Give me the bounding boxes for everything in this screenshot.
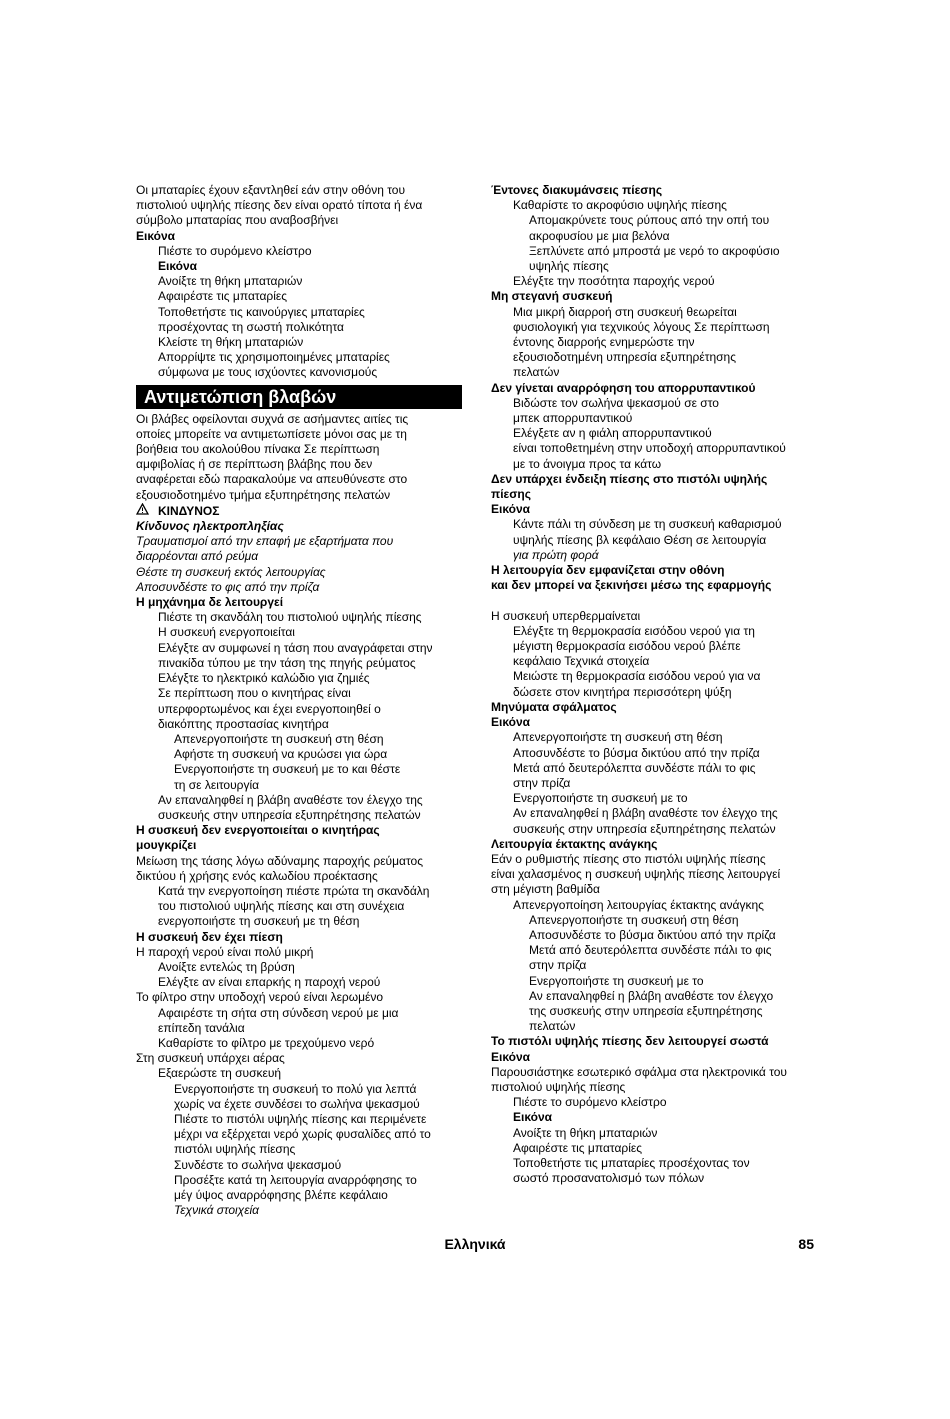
blank-line: [491, 593, 817, 608]
danger-text: ΚΙΝΔΥΝΟΣ: [158, 503, 220, 518]
page-number: 85: [798, 1236, 814, 1252]
danger-label: [136, 503, 462, 519]
subheading-line: Δεν γίνεται αναρρόφηση του απορρυπαντικού: [491, 380, 756, 395]
text-line: εξουσιοδοτημένη υπηρεσία εξυπηρέτησης: [513, 350, 736, 365]
subheading-line: Εικόνα: [158, 259, 198, 274]
text-line: πινακίδα τύπου με την τάση της πηγής ρεύματος: [158, 655, 416, 670]
text-line: Ενεργοποιήστε τη συσκευή με το και θέστε: [174, 762, 401, 777]
text-line: Αφαιρέστε τη σήτα στη σύνδεση νερού με μια: [158, 1005, 399, 1020]
text-line: Τραυματισμοί από την επαφή με εξαρτήματα που: [136, 534, 394, 549]
left-column: [136, 183, 462, 1218]
subheading-line: Εικόνα: [513, 1110, 553, 1125]
text-line: ενεργοποιήστε τη συσκευή με τη θέση: [158, 914, 360, 929]
text-line: φυσιολογική για τεχνικούς λόγους Σε περίπτωση: [513, 319, 770, 334]
text-line: Ενεργοποιήστε τη συσκευή το πολύ για λεπτά: [174, 1081, 417, 1096]
text-line: Απενεργοποιήστε τη συσκευή στη θέση: [529, 912, 739, 927]
text-line: Εξαερώστε τη συσκευή: [158, 1066, 282, 1081]
text-line: μέγ ύψος αναρρόφησης βλέπε κεφάλαιο: [174, 1188, 388, 1202]
right-column: [491, 183, 817, 1186]
text-line: πιστόλι υψηλής πίεσης: [174, 1142, 296, 1157]
text-line: Ελέγξτε αν συμφωνεί η τάση που αναγράφεται στην: [158, 640, 433, 655]
text-line: Πιέστε το συρόμενο κλείστρο: [513, 1095, 667, 1110]
text-line: Τοποθετήστε τις μπαταρίες προσέχοντας τον: [513, 1155, 750, 1170]
text-line: στην πρίζα: [529, 958, 587, 973]
text-line: πελατών: [529, 1019, 576, 1034]
text-line: Αφαιρέστε τις μπαταρίες: [158, 289, 288, 304]
text-line: με το άνοιγμα προς τα κάτω: [513, 456, 662, 471]
text-line: εξουσιοδοτημένο τμήμα εξυπηρέτησης πελατών: [136, 487, 391, 502]
text-line: Απενεργοποιήστε τη συσκευή στη θέση: [513, 730, 723, 745]
text-line: Η παροχή νερού είναι πολύ μικρή: [136, 944, 314, 959]
text-line: Μετά από δευτερόλεπτα συνδέστε πάλι το φις: [513, 760, 756, 775]
subheading-line: Λειτουργία έκτακτης ανάγκης: [491, 836, 658, 851]
text-line: συσκευής στην υπηρεσία εξυπηρέτησης πελατών: [158, 807, 421, 822]
text-line: Τοποθετήστε τις καινούργιες μπαταρίες: [158, 304, 365, 319]
text-line: Ξεπλύνετε από μπροστά με νερό το ακροφύσιο: [529, 243, 780, 258]
text-line: Μετά από δευτερόλεπτα συνδέστε πάλι το φις: [529, 943, 772, 958]
text-line: Μείωση της τάσης λόγω αδύναμης παροχής ρεύματος: [136, 853, 423, 868]
text-line: Η συσκευή ενεργοποιείται: [158, 625, 295, 640]
subheading-line: Η συσκευή δεν έχει πίεση: [136, 929, 283, 944]
text-line: οποίες μπορείτε να αντιμετωπίσετε μόνοι σας με τη: [136, 426, 407, 441]
text-line: βοήθεια του ακολούθου πίνακα Σε περίπτωση: [136, 442, 380, 457]
text-line: Παρουσιάστηκε εσωτερικό σφάλμα στα ηλεκτρονικά του: [491, 1064, 787, 1079]
subheading-line: Εικόνα: [491, 1049, 531, 1064]
text-line: πιστολιού υψηλής πίεσης δεν είναι ορατό τίποτα ή ένα: [136, 198, 423, 213]
text-line: Απομακρύνετε τους ρύπους από την οπή του: [529, 213, 770, 228]
text-line: Κατά την ενεργοποίηση πιέστε πρώτα τη σκανδάλη: [158, 883, 430, 898]
text-line: Πιέστε το πιστόλι υψηλής πίεσης και περιμένετε: [174, 1111, 427, 1126]
text-line: Οι μπαταρίες έχουν εξαντληθεί εάν στην οθόνη του: [136, 183, 406, 197]
subheading-line: Εικόνα: [136, 228, 176, 243]
subheading-line: Εικόνα: [491, 502, 531, 517]
text-line: Ελέγξτε το ηλεκτρικό καλώδιο για ζημιές: [158, 671, 370, 686]
text-line: Σε περίπτωση που ο κινητήρας είναι: [158, 686, 351, 701]
text-line: Ανοίξτε τη θήκη μπαταριών: [513, 1125, 658, 1140]
subheading-line: Εικόνα: [491, 715, 531, 730]
text-line: δικτύου ή χρήσης ενός καλωδίου προέκτασης: [136, 868, 378, 883]
text-line: τη σε λειτουργία: [174, 777, 260, 792]
warning-triangle-icon: [136, 503, 158, 519]
text-line: Καθαρίστε το ακροφύσιο υψηλής πίεσης: [513, 198, 727, 213]
text-line: Κάντε πάλι τη σύνδεση με τη συσκευή καθαρισμού: [513, 517, 782, 532]
text-line: είναι τοποθετημένη στην υποδοχή απορρυπαντικού: [513, 441, 786, 456]
text-line: Απορρίψτε τις χρησιμοποιημένες μπαταρίες: [158, 350, 390, 365]
footer-language: Ελληνικά: [444, 1236, 506, 1252]
subheading-line: Η συσκευή δεν ενεργοποιείται ο κινητήρας: [136, 823, 380, 838]
text-line: Αποσυνδέστε το βύσμα δικτύου από την πρίζα: [529, 927, 776, 942]
text-line: Απενεργοποίηση λειτουργίας έκτακτης ανάγκης: [513, 897, 764, 912]
text-line: Αφαιρέστε τις μπαταρίες: [513, 1140, 643, 1155]
text-line: έντονης διαρροής ενημερώστε την: [513, 335, 695, 350]
subheading-line: Μη στεγανή συσκευή: [491, 289, 613, 304]
text-line: χωρίς να έχετε συνδέσει το σωλήνα ψεκασμού: [174, 1096, 420, 1111]
text-line: Στη συσκευή υπάρχει αέρας: [136, 1051, 285, 1066]
subheading-line: Η μηχάνημα δε λειτουργεί: [136, 595, 284, 610]
text-line: υπερφορτωμένος και έχει ενεργοποιηθεί ο: [158, 701, 381, 716]
text-line: Προσέξτε κατά τη λειτουργία αναρρόφησης το: [174, 1172, 417, 1187]
text-line: Θέστε τη συσκευή εκτός λειτουργίας: [136, 564, 326, 579]
text-line: Ελέγξτε την ποσότητα παροχής νερού: [513, 274, 715, 289]
text-line: μέχρι να εξέρχεται νερό χωρίς φυσαλίδες από το: [174, 1127, 431, 1142]
text-line: Ελέγξτε τη θερμοκρασία εισόδου νερού για τη: [513, 623, 755, 638]
text-line: προσέχοντας τη σωστή πολικότητα: [158, 319, 344, 334]
text-line: Ενεργοποιήστε τη συσκευή με το: [513, 791, 688, 806]
text-line: μπεκ απορρυπαντικού: [513, 411, 633, 426]
text-line: αμφιβολίας ή σε περίπτωση βλάβης που δεν: [136, 457, 373, 472]
subheading-line: και δεν μπορεί να ξεκινήσει μέσω της εφαρμογής: [491, 578, 772, 593]
text-line: Συνδέστε το σωλήνα ψεκασμού: [174, 1157, 342, 1172]
text-line: Τεχνικά στοιχεία: [174, 1203, 259, 1218]
text-line: του πιστολιού υψηλής πίεσης και στη συνέχεια: [158, 899, 405, 914]
text-line: πελατών: [513, 365, 560, 380]
subheading-line: Μηνύματα σφάλματος: [491, 699, 617, 714]
text-line: Η συσκευή υπερθερμαίνεται: [491, 608, 641, 623]
text-line: σύμβολο μπαταρίας που αναβοσβήνει: [136, 213, 339, 228]
text-line: στην πρίζα: [513, 775, 571, 790]
text-line: Οι βλάβες οφείλονται συχνά σε ασήμαντες αιτίες τις: [136, 411, 409, 426]
text-line: Βιδώστε τον σωλήνα ψεκασμού σε στο: [513, 395, 719, 410]
text-line: αναφέρεται εδώ παρακαλούμε να απευθύνεστε στο: [136, 472, 408, 487]
text-line: Αν επαναληφθεί η βλάβη αναθέστε τον έλεγχο: [529, 988, 774, 1003]
text-line: Μειώστε τη θερμοκρασία εισόδου νερού για να: [513, 669, 761, 684]
text-line: Ενεργοποιήστε τη συσκευή με το: [529, 973, 704, 988]
text-line: επίπεδη τανάλια: [158, 1020, 245, 1035]
text-line: Πιέστε τη σκανδάλη του πιστολιού υψηλής πίεσης: [158, 610, 422, 625]
text-line: Εάν ο ρυθμιστής πίεσης στο πιστόλι υψηλής πίεσης: [491, 851, 766, 866]
text-line: κεφάλαιο Τεχνικά στοιχεία: [513, 654, 650, 669]
text-line: Αν επαναληφθεί η βλάβη αναθέστε τον έλεγχο της: [513, 806, 778, 821]
text-line: σωστό προσανατολισμό των πόλων: [513, 1171, 705, 1186]
text-line: στη μέγιστη βαθμίδα: [491, 882, 600, 897]
text-line: Ελέγξετε αν η φιάλη απορρυπαντικού: [513, 426, 712, 441]
subheading-line: Έντονες διακυμάνσεις πίεσης: [491, 183, 663, 197]
text-line: διακόπτης προστασίας κινητήρα: [158, 716, 329, 731]
text-line: Ελέγξτε αν είναι επαρκής η παροχή νερού: [158, 975, 381, 990]
subheading-line: Κίνδυνος ηλεκτροπληξίας: [136, 519, 284, 534]
text-line: υψηλής πίεσης βλ κεφάλαιο Θέση σε λειτουργία: [513, 532, 767, 547]
text-line: υψηλής πίεσης: [529, 259, 609, 274]
text-line: Αποσυνδέστε το βύσμα δικτύου από την πρίζα: [513, 745, 760, 760]
text-line: διαρρέονται από ρεύμα: [136, 549, 259, 564]
text-line: μέγιστη θερμοκρασία εισόδου νερού βλέπε: [513, 639, 741, 654]
subheading-line: Το πιστόλι υψηλής πίεσης δεν λειτουργεί σωστά: [491, 1034, 769, 1049]
text-line: Αποσυνδέστε το φις από την πρίζα: [136, 579, 320, 594]
text-line: πιστολιού υψηλής πίεσης: [491, 1079, 626, 1094]
text-line: Απενεργοποιήστε τη συσκευή στη θέση: [174, 731, 384, 746]
subheading-line: Δεν υπάρχει ένδειξη πίεσης στο πιστόλι υψηλής: [491, 471, 768, 486]
text-line: της συσκευής στην υπηρεσία εξυπηρέτησης: [529, 1003, 763, 1018]
text-line: συσκευής στην υπηρεσία εξυπηρέτησης πελατών: [513, 821, 776, 836]
text-line: Πιέστε το συρόμενο κλείστρο: [158, 243, 312, 258]
section-heading: Αντιμετώπιση βλαβών: [136, 385, 462, 409]
text-line: δώσετε στον κινητήρα περισσότερη ψύξη: [513, 684, 732, 699]
text-line: Το φίλτρο στην υποδοχή νερού είναι λερωμένο: [136, 990, 384, 1005]
text-line: για πρώτη φορά: [513, 547, 599, 562]
text-line: Κλείστε τη θήκη μπαταριών: [158, 335, 304, 350]
text-line: Αν επαναληφθεί η βλάβη αναθέστε τον έλεγχο της: [158, 792, 423, 807]
text-line: Καθαρίστε το φίλτρο με τρεχούμενο νερό: [158, 1035, 375, 1050]
text-line: σύμφωνα με τους ισχύοντες κανονισμούς: [158, 365, 378, 380]
text-line: είναι χαλασμένος η συσκευή υψηλής πίεσης λειτουργεί: [491, 867, 781, 882]
text-line: Ανοίξτε τη θήκη μπαταριών: [158, 274, 303, 289]
subheading-line: μουγκρίζει: [136, 838, 197, 853]
text-line: Αφήστε τη συσκευή να κρυώσει για ώρα: [174, 747, 388, 762]
text-line: ακροφυσίου με μια βελόνα: [529, 228, 670, 243]
text-line: Μια μικρή διαρροή στη συσκευή θεωρείται: [513, 304, 737, 319]
subheading-line: πίεσης: [491, 487, 531, 502]
text-line: Ανοίξτε εντελώς τη βρύση: [158, 959, 295, 974]
subheading-line: Η λειτουργία δεν εμφανίζεται στην οθόνη: [491, 563, 725, 578]
